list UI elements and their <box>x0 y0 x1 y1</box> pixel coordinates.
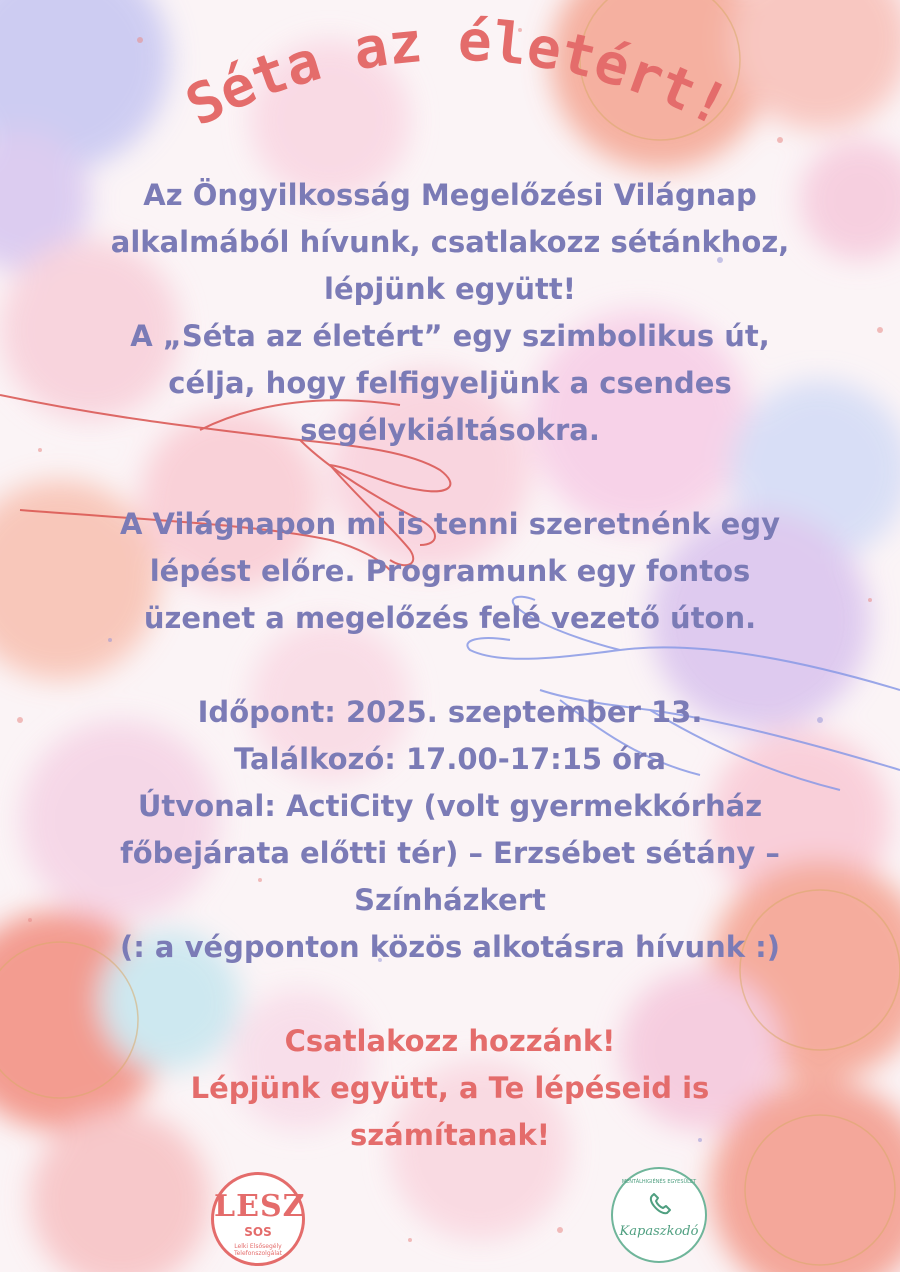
event-route: Útvonal: ActiCity (volt gyermekkórház <box>137 789 763 823</box>
lesz-logo-tagline: Lelki Elsősegély Telefonszolgálat <box>233 1243 283 1257</box>
intro-line: Az Öngyilkosság Megelőzési Világnap <box>143 178 757 212</box>
intro-line: lépjünk együtt! <box>324 272 576 306</box>
intro-line: célja, hogy felfigyeljünk a csendes <box>168 366 732 400</box>
intro-line: segélykiáltásokra. <box>300 413 600 447</box>
intro-paragraph <box>60 172 840 454</box>
program-line: A Világnapon mi is tenni szeretnénk egy <box>119 507 781 541</box>
program-paragraph <box>60 501 840 642</box>
event-route: Színházkert <box>354 883 546 917</box>
intro-line: alkalmából hívunk, csatlakozz sétánkhoz, <box>110 225 790 259</box>
cta-line: Lépjünk együtt, a Te lépéseid is <box>190 1071 710 1105</box>
kapaszkodo-logo-name: Kapaszkodó <box>619 1224 699 1239</box>
cta-line: Csatlakozz hozzánk! <box>284 1024 616 1058</box>
lesz-sos-logo <box>211 1172 305 1266</box>
title <box>0 0 900 170</box>
event-meeting-time: Találkozó: 17.00-17:15 óra <box>234 742 666 776</box>
cta-line: számítanak! <box>349 1118 551 1152</box>
event-details <box>60 689 840 971</box>
event-date: Időpont: 2025. szeptember 13. <box>197 695 703 729</box>
poster-body <box>60 172 840 1159</box>
kapaszkodo-logo-tagline: MENTÁLHIGIÉNÉS EGYESÜLET <box>621 1179 697 1185</box>
kapaszkodo-logo <box>611 1167 707 1263</box>
intro-line: A „Séta az életért” egy szimbolikus út, <box>130 319 770 353</box>
event-note: (: a végponton közös alkotásra hívunk :) <box>119 930 780 964</box>
phone-icon <box>646 1189 676 1219</box>
title-text: Séta az életért! <box>176 8 739 140</box>
call-to-action <box>60 1018 840 1159</box>
program-line: üzenet a megelőzés felé vezető úton. <box>143 601 757 635</box>
event-route: főbejárata előtti tér) – Erzsébet sétány – <box>120 836 780 870</box>
program-line: lépést előre. Programunk egy fontos <box>149 554 751 588</box>
lesz-logo-name: LESZ <box>214 1189 306 1224</box>
lesz-logo-sos: SOS <box>244 1225 272 1239</box>
